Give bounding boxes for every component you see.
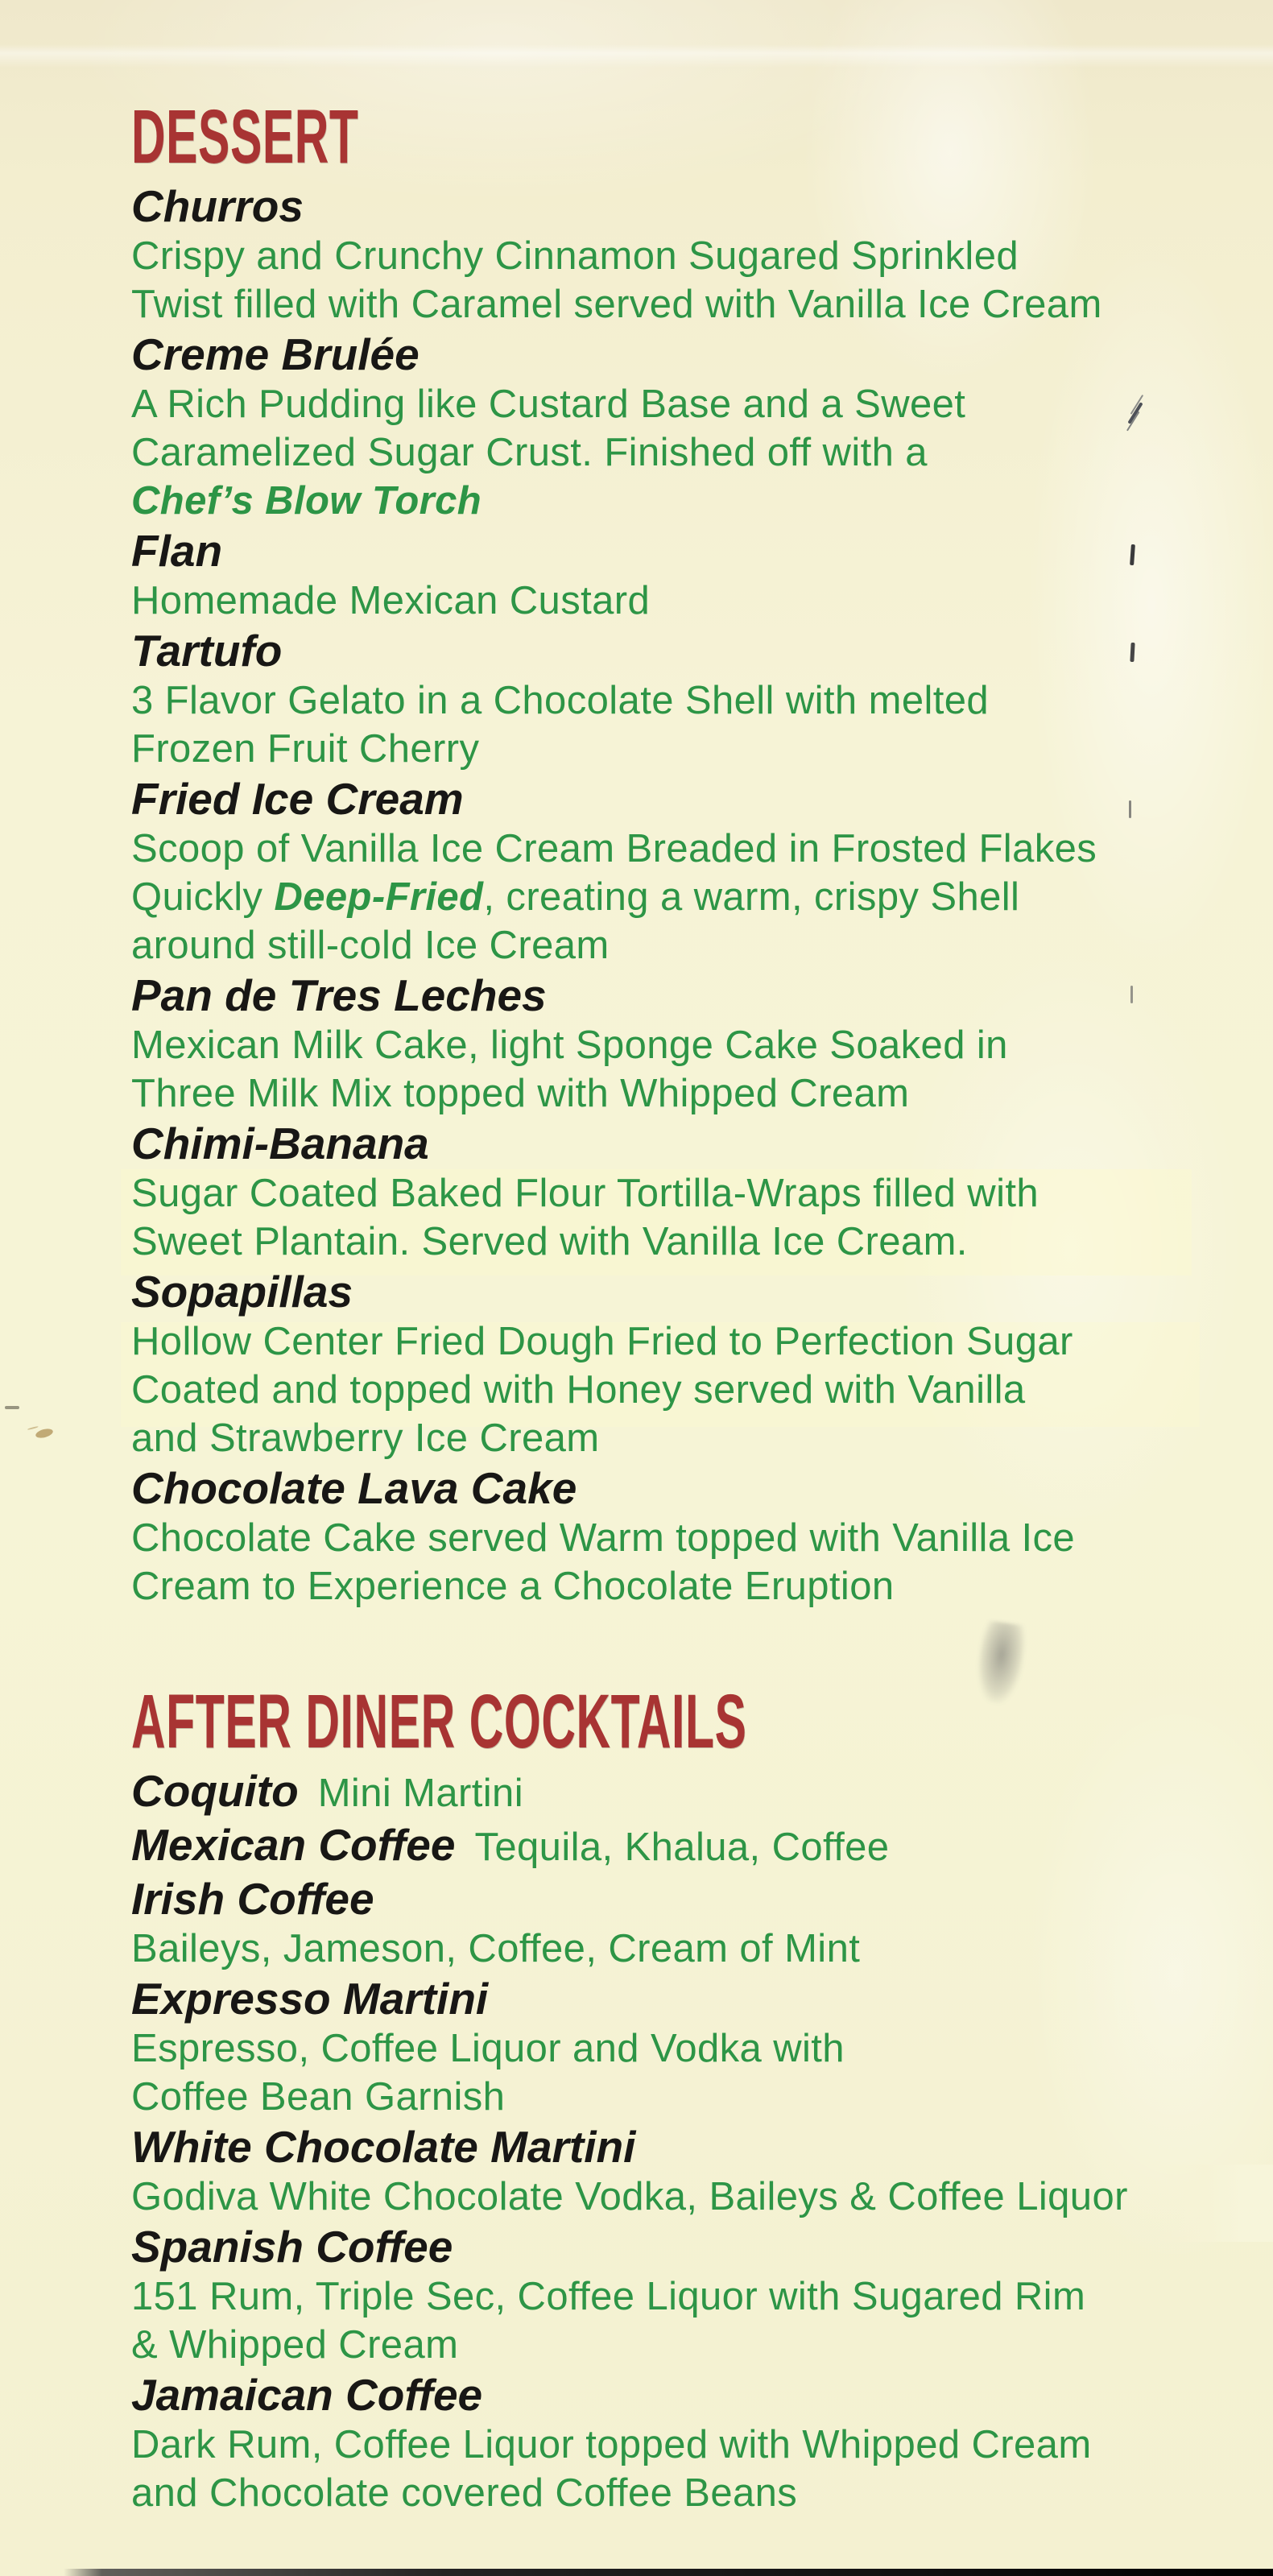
- menu-item-jamaican-coffee: [131, 2369, 1273, 2517]
- menu-content: [131, 93, 1273, 2517]
- item-description-line: Godiva White Chocolate Vodka, Baileys & Coffee Liquor: [131, 2175, 1128, 2218]
- dessert-section-title: DESSERT: [131, 94, 359, 180]
- item-description-line: 151 Rum, Triple Sec, Coffee Liquor with Sugared Rim: [131, 2275, 1086, 2318]
- cocktails-section: [131, 1678, 1273, 2517]
- menu-item-spanish-coffee: [131, 2221, 1273, 2369]
- item-description-line: and Chocolate covered Coffee Beans: [131, 2471, 798, 2515]
- item-name: Mexican Coffee: [131, 1820, 456, 1870]
- item-name: Spanish Coffee: [131, 2222, 453, 2272]
- item-description-line: Espresso, Coffee Liquor and Vodka with: [131, 2027, 845, 2070]
- menu-item-creme-brulee: [131, 329, 1273, 525]
- menu-item-chimi-banana: [131, 1118, 1273, 1266]
- menu-item-flan: [131, 525, 1273, 625]
- item-name: Irish Coffee: [131, 1874, 374, 1924]
- item-name-line: [131, 1819, 1273, 1873]
- scan-edge-streak: [1151, 2165, 1273, 2242]
- item-name: Tartufo: [131, 626, 283, 676]
- item-name: Expresso Martini: [131, 1974, 489, 2024]
- item-inline-description: Mini Martini: [317, 1772, 523, 1815]
- item-description-line: Coffee Bean Garnish: [131, 2075, 506, 2119]
- item-description-line: Frozen Fruit Cherry: [131, 727, 480, 771]
- item-description-line: Crispy and Crunchy Cinnamon Sugared Sprinkled: [131, 234, 1019, 278]
- scan-stain: [35, 1427, 54, 1439]
- description-segment: , creating a warm, crispy Shell: [483, 875, 1020, 919]
- item-name: Fried Ice Cream: [131, 774, 464, 824]
- scan-bottom-edge: [0, 2569, 1273, 2576]
- menu-item-pan-de-tres-leches: [131, 970, 1273, 1118]
- item-name: Chimi-Banana: [131, 1118, 429, 1168]
- item-name: Coquito: [131, 1766, 299, 1816]
- item-description-line-emphasis: Chef’s Blow Torch: [131, 479, 482, 523]
- item-description-line: Three Milk Mix topped with Whipped Cream: [131, 1072, 910, 1115]
- menu-item-churros: [131, 180, 1273, 329]
- menu-item-chocolate-lava-cake: [131, 1462, 1273, 1611]
- item-description-line: & Whipped Cream: [131, 2323, 459, 2367]
- menu-item-coquito: [131, 1765, 1273, 1819]
- item-description-line: and Strawberry Ice Cream: [131, 1416, 600, 1460]
- item-description-line: A Rich Pudding like Custard Base and a Sweet: [131, 382, 966, 426]
- item-description-line: Dark Rum, Coffee Liquor topped with Whipped Cream: [131, 2423, 1092, 2466]
- menu-item-expresso-martini: [131, 1973, 1273, 2121]
- item-name: Jamaican Coffee: [131, 2370, 483, 2420]
- item-description-line: Cream to Experience a Chocolate Eruption: [131, 1565, 895, 1608]
- item-description-line: Hollow Center Fried Dough Fried to Perfection Sugar: [131, 1320, 1073, 1363]
- item-inline-description: Tequila, Khalua, Coffee: [474, 1826, 890, 1869]
- item-description-line: around still-cold Ice Cream: [131, 924, 610, 967]
- menu-item-sopapillas: [131, 1266, 1273, 1462]
- item-description-line: Mexican Milk Cake, light Sponge Cake Soaked in: [131, 1023, 1008, 1067]
- menu-item-mexican-coffee: [131, 1819, 1273, 1873]
- item-name: Pan de Tres Leches: [131, 970, 547, 1020]
- item-name: Flan: [131, 526, 223, 576]
- item-description-line: Sugar Coated Baked Flour Tortilla-Wraps filled with: [131, 1172, 1039, 1215]
- cocktails-section-title: AFTER DINER COCKTAILS: [131, 1679, 747, 1764]
- item-description-line: Caramelized Sugar Crust. Finished off with a: [131, 431, 928, 474]
- item-description-line: [131, 873, 1273, 921]
- item-description-line: Chocolate Cake served Warm topped with Vanilla Ice: [131, 1516, 1076, 1560]
- menu-item-white-chocolate-martini: [131, 2121, 1273, 2221]
- description-segment-emphasis: Deep-Fried: [274, 875, 484, 919]
- item-description-line: Homemade Mexican Custard: [131, 579, 651, 622]
- item-description-line: Twist filled with Caramel served with Vanilla Ice Cream: [131, 283, 1102, 326]
- menu-item-fried-ice-cream: [131, 773, 1273, 970]
- item-name: Sopapillas: [131, 1267, 353, 1317]
- scan-speck: [5, 1406, 19, 1409]
- item-description-line: Sweet Plantain. Served with Vanilla Ice Cream.: [131, 1220, 968, 1263]
- dessert-section: [131, 93, 1273, 1611]
- item-name-line: [131, 1765, 1273, 1819]
- menu-item-irish-coffee: [131, 1873, 1273, 1973]
- menu-item-tartufo: [131, 625, 1273, 773]
- item-name: White Chocolate Martini: [131, 2122, 636, 2172]
- item-description-line: Baileys, Jameson, Coffee, Cream of Mint: [131, 1927, 861, 1970]
- item-description-line: Scoop of Vanilla Ice Cream Breaded in Frosted Flakes: [131, 827, 1097, 870]
- description-segment: Quickly: [131, 875, 275, 919]
- item-name: Churros: [131, 181, 304, 231]
- item-name: Chocolate Lava Cake: [131, 1463, 577, 1513]
- item-description-line: Coated and topped with Honey served with Vanilla: [131, 1368, 1026, 1412]
- item-description-line: 3 Flavor Gelato in a Chocolate Shell with melted: [131, 679, 990, 722]
- item-name: Creme Brulée: [131, 329, 420, 379]
